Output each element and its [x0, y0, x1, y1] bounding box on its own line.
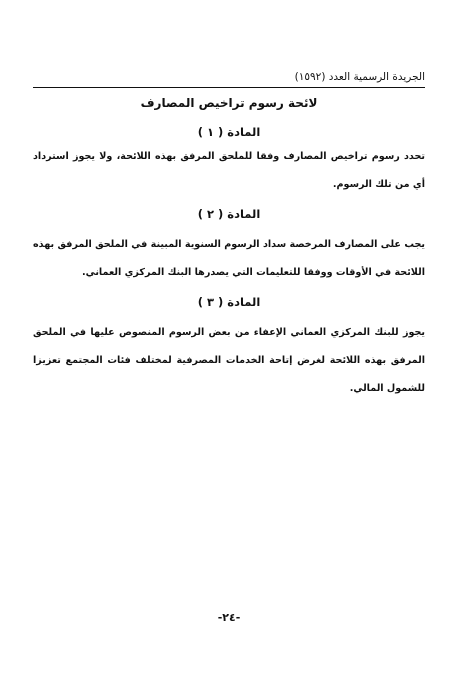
header-divider [33, 87, 425, 88]
article-2-text: يجب على المصارف المرخصة سداد الرسوم السنوية المبينة في الملحق المرفق بهذه اللائحة في الأوقات ووفقا للتعليمات التي يصدرها البنك المركزي العماني. [33, 239, 425, 278]
article-1-text: تحدد رسوم تراخيص المصارف وفقا للملحق المرفق بهذه اللائحة، ولا يجوز استرداد أي من تلك الرسوم. [33, 151, 425, 190]
document-title: لائحة رسوم تراخيص المصارف [140, 96, 318, 110]
page-number: -٢٤- [217, 611, 241, 624]
article-3-text: يجوز للبنك المركزي العماني الإعفاء من بعض الرسوم المنصوص عليها في الملحق المرفق بهذه اللائحة لغرض إتاحة الخدمات المصرفية لمختلف فئات المجتمع تعزيزا للشمول المالي. [33, 327, 425, 394]
article-3-heading: المادة ( ٣ ) [197, 295, 261, 309]
running-header: الجريدة الرسمية العدد (١٥٩٢) [294, 71, 425, 83]
article-1-heading: المادة ( ١ ) [197, 125, 261, 139]
article-2-heading: المادة ( ٢ ) [197, 207, 261, 221]
